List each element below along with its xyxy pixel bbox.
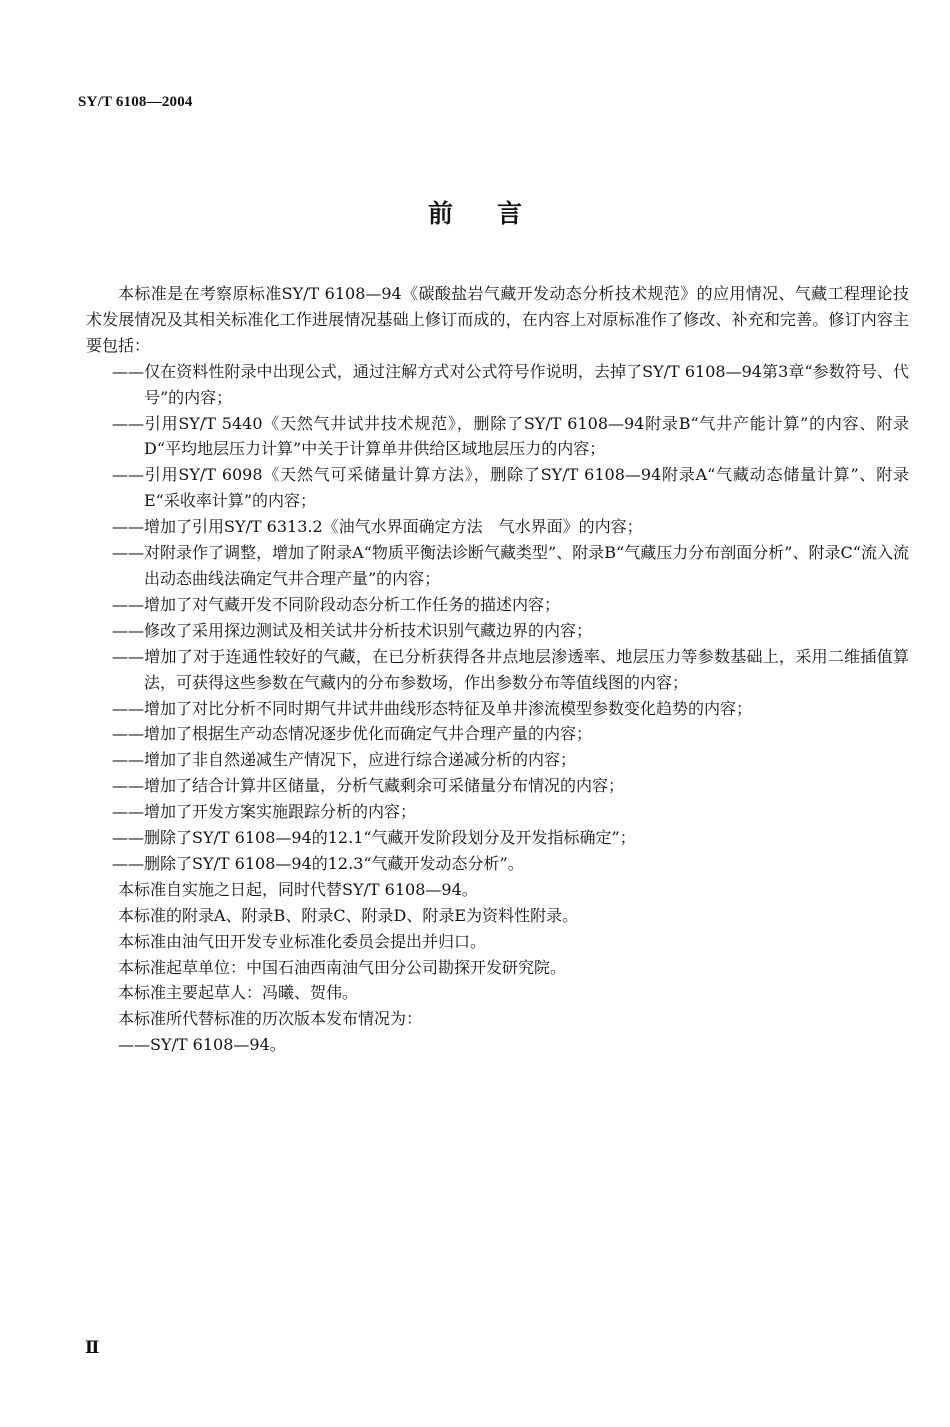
intro-paragraph: 本标准是在考察原标准SY/T 6108—94《碳酸盐岩气藏开发动态分析技术规范》的应用情况、气藏工程理论技术发展情况及其相关标准化工作进展情况基础上修订而成的，在内容上对原标准作了修改、补充和完善。修订内容主要包括： [86,284,909,355]
revision-item: ——引用SY/T 5440《天然气井试井技术规范》，删除了SY/T 6108—94附录B“气井产能计算”的内容、附录D“平均地层压力计算”中关于计算单井供给区域地层压力的内容； [112,413,909,459]
page-title: 前言 [427,199,566,228]
statement-line: 本标准自实施之日起，同时代替SY/T 6108—94。 [118,879,478,899]
statement-line: 本标准主要起草人：冯曦、贺伟。 [118,983,359,1003]
revision-item: ——删除了SY/T 6108—94的12.3“气藏开发动态分析”。 [112,853,524,873]
revision-item: ——修改了采用探边测试及相关试井分析技术识别气藏边界的内容； [112,620,593,640]
revision-item: ——对附录作了调整，增加了附录A“物质平衡法诊断气藏类型”、附录B“气藏压力分布剖面分析”、附录C“流入流出动态曲线法确定气井合理产量”的内容； [112,543,909,588]
revision-item: ——增加了对比分析不同时期气井试井曲线形态特征及单井渗流模型参数变化趋势的内容； [112,698,753,718]
revision-item: ——增加了结合计算井区储量，分析气藏剩余可采储量分布情况的内容； [112,776,625,796]
revision-item: ——增加了根据生产动态情况逐步优化而确定气井合理产量的内容； [112,724,593,744]
foreword-body [86,281,909,1058]
statement-line: 本标准起草单位：中国石油西南油气田分公司勘探开发研究院。 [118,957,567,977]
revision-item: ——仅在资料性附录中出现公式，通过注解方式对公式符号作说明，去掉了SY/T 6108—94第3章“参数符号、代号”的内容； [112,361,909,407]
revision-item: ——增加了对于连通性较好的气藏，在已分析获得各井点地层渗透率、地层压力等参数基础上，采用二维插值算法，可获得这些参数在气藏内的分布参数场，作出参数分布等值线图的内容； [112,646,909,692]
statement-line: 本标准由油气田开发专业标准化委员会提出并归口。 [118,931,487,951]
revision-item: ——增加了开发方案实施跟踪分析的内容； [112,802,417,822]
revision-item: ——删除了SY/T 6108—94的12.1“气藏开发阶段划分及开发指标确定”； [112,828,636,848]
standard-code: SY/T 6108—2004 [78,94,193,110]
revision-item: ——增加了引用SY/T 6313.2《油气水界面确定方法 气水界面》的内容； [112,517,643,537]
statement-line: 本标准所代替标准的历次版本发布情况为： [118,1009,423,1029]
revision-item: ——增加了非自然递减生产情况下，应进行综合递减分析的内容； [112,750,577,770]
statement-line: 本标准的附录A、附录B、附录C、附录D、附录E为资料性附录。 [118,905,579,925]
previous-version-item: ——SY/T 6108—94。 [118,1035,286,1055]
page-number: Ⅱ [85,1338,100,1357]
revision-item: ——增加了对气藏开发不同阶段动态分析工作任务的描述内容； [112,594,561,614]
revision-item: ——引用SY/T 6098《天然气可采储量计算方法》，删除了SY/T 6108—94附录A“气藏动态储量计算”、附录E“采收率计算”的内容； [112,465,909,511]
